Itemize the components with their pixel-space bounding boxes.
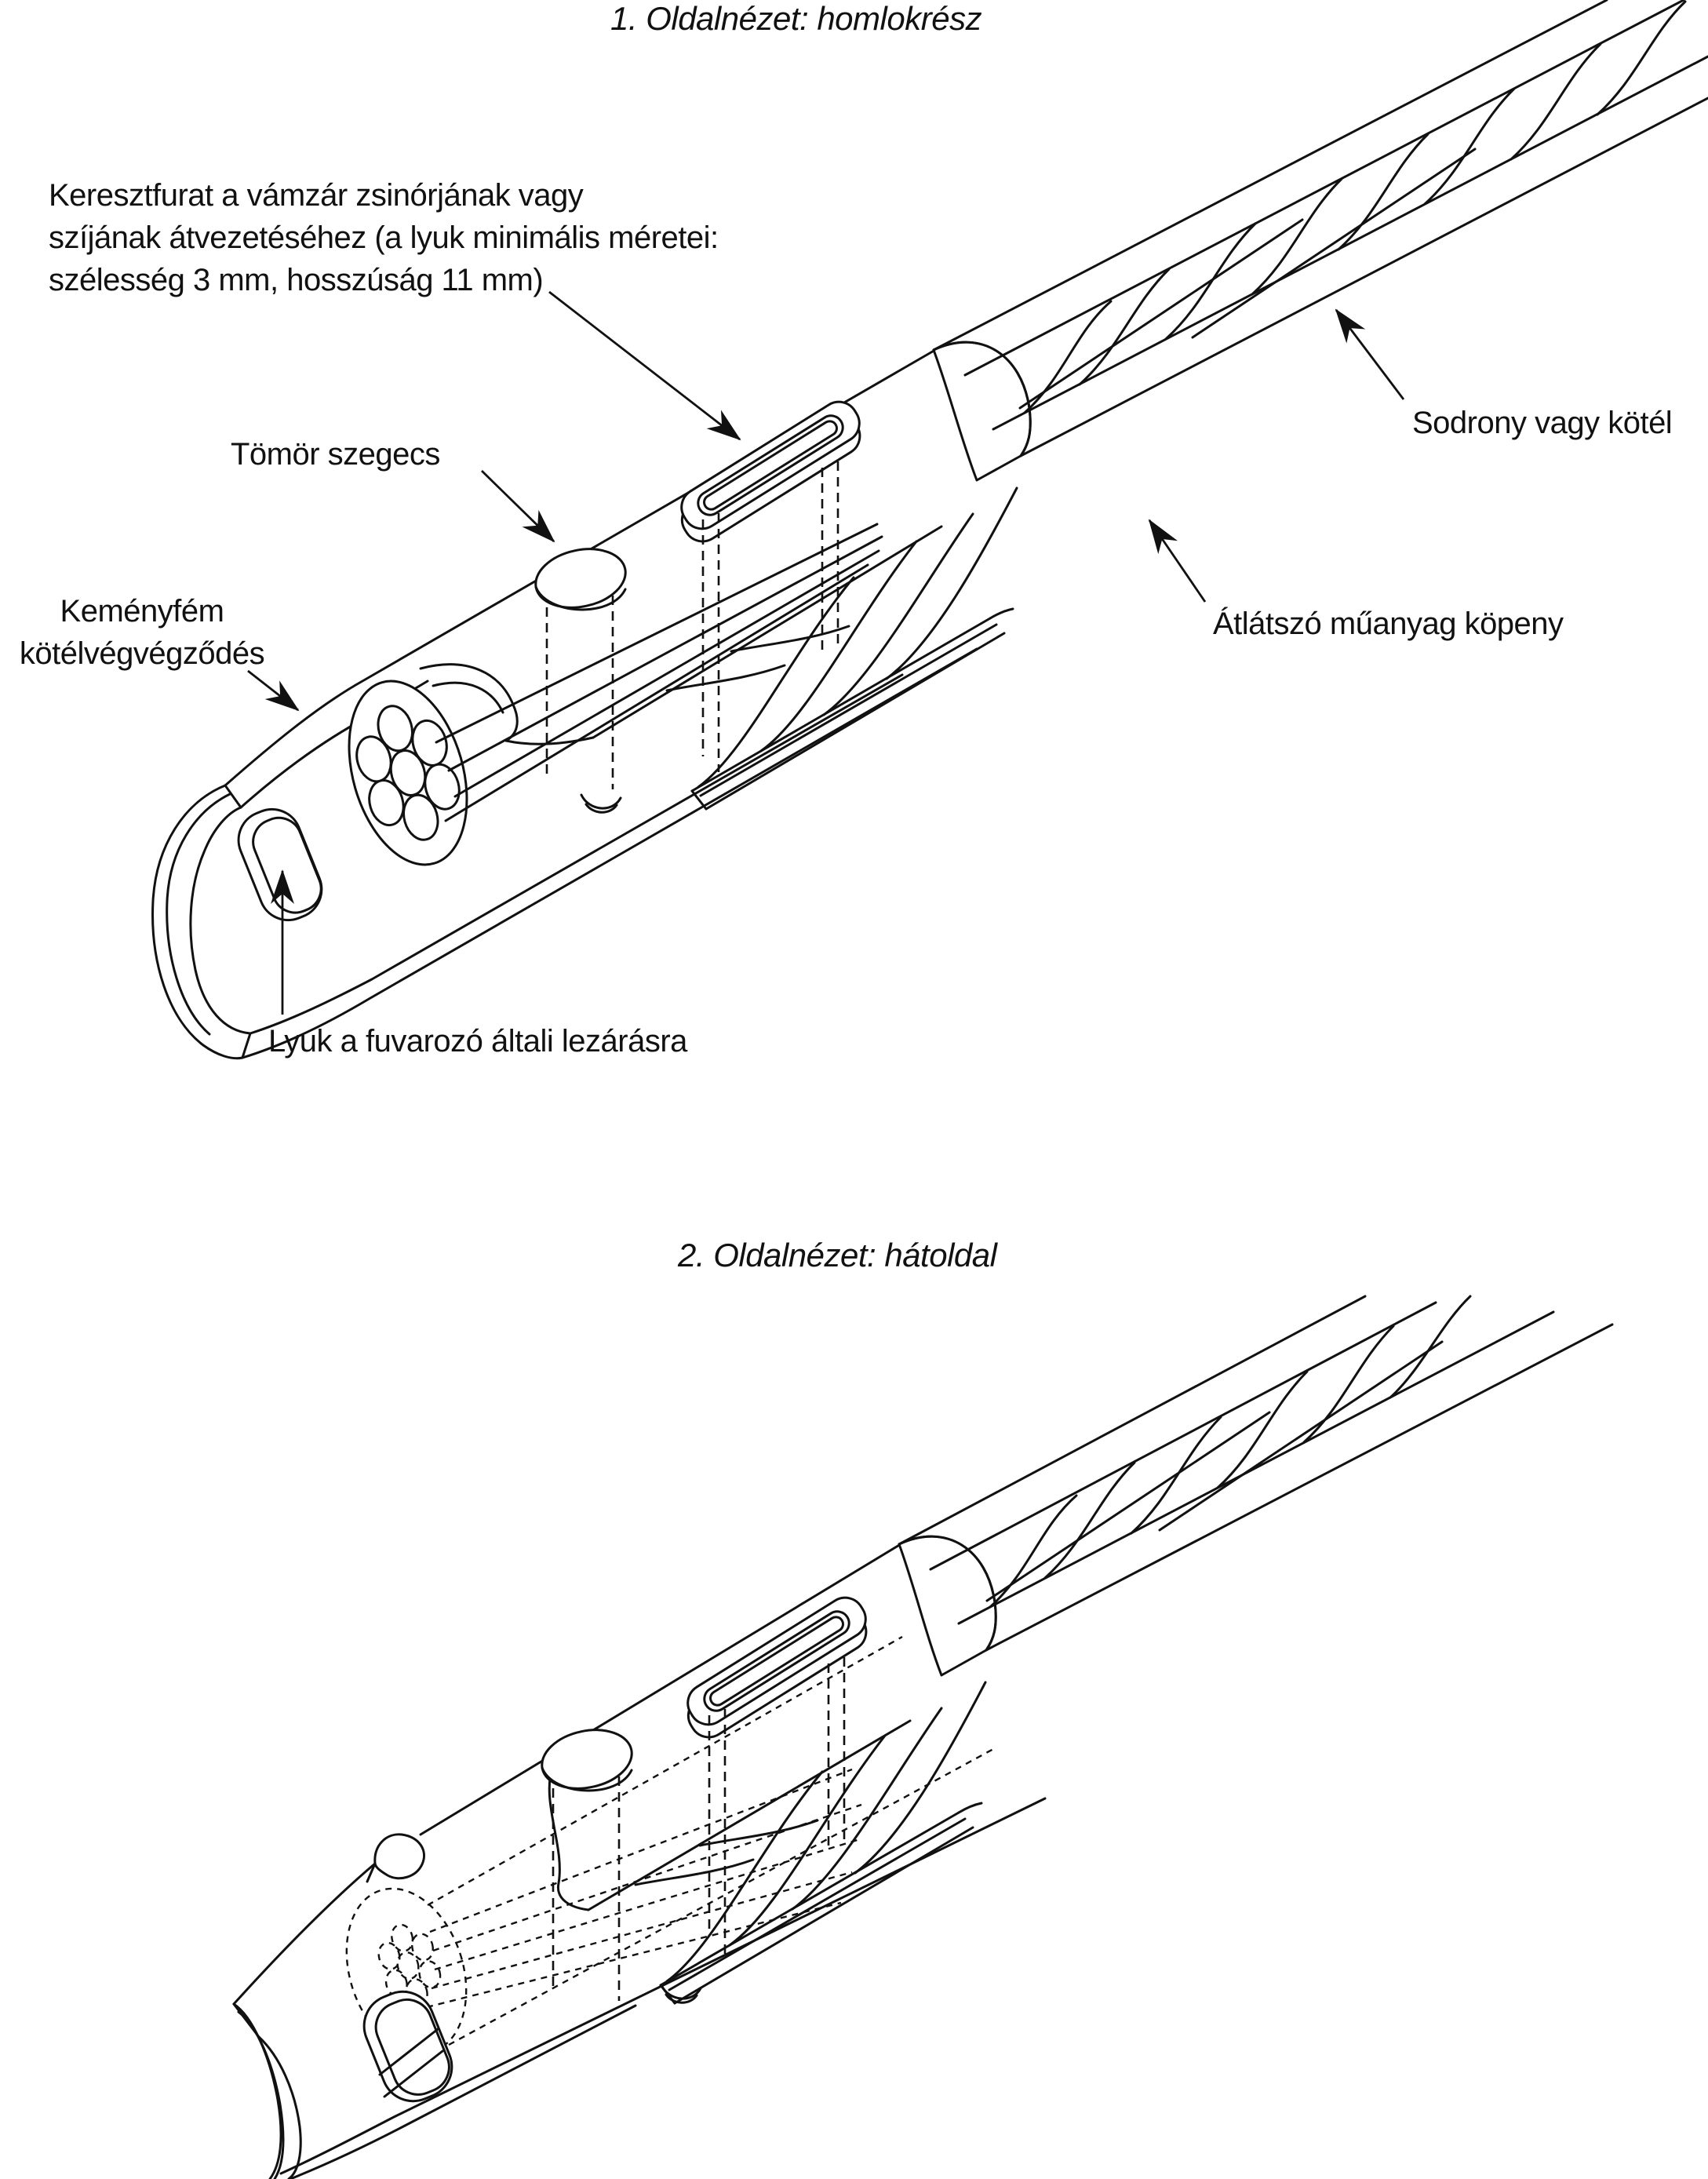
label-crosshole-line2: szíjának átvezetéséhez (a lyuk minimális méretei:: [49, 220, 719, 255]
label-sheath: Átlátszó műanyag köpeny: [1213, 607, 1564, 641]
ferrule-front-opening-back: [234, 2004, 300, 2179]
ferrule-body-back: [234, 1544, 1045, 2179]
label-hole: Lyuk a fuvarozó általi lezárásra: [268, 1024, 687, 1059]
seal-slot: [669, 395, 872, 548]
leader-arrow-sheath: [1149, 520, 1205, 602]
wires: [436, 524, 882, 821]
rivet-tip: [581, 795, 621, 812]
leader-arrow-slot: [549, 292, 740, 439]
leader-arrow-rivet: [482, 471, 554, 541]
rivet: [530, 541, 631, 616]
label-rivet: Tömör szegecs: [231, 437, 440, 472]
cable: [965, 0, 1708, 429]
label-cable: Sodrony vagy kötél: [1412, 406, 1673, 440]
leader-arrow-cable: [1336, 310, 1404, 399]
carrier-seal-hole: [230, 800, 330, 928]
plastic-sheath-back: [899, 1296, 1612, 1675]
leader-arrow-ferrule: [248, 671, 298, 710]
edge-notch: [375, 1835, 424, 1878]
figure2-drawing: [234, 1296, 1612, 2179]
figure2-title: 2. Oldalnézet: hátoldal: [678, 1237, 997, 1274]
lower-shell-strip: [692, 609, 1013, 809]
label-crosshole-line1: Keresztfurat a vámzár zsinórjának vagy: [49, 178, 584, 213]
leader-arrows: [248, 292, 1404, 1015]
label-ferrule-line1: Keményfém: [60, 594, 224, 629]
ferrule-front-opening: [153, 785, 250, 1059]
figure1-drawing: [153, 0, 1708, 1059]
cable-back: [930, 1296, 1553, 1623]
label-crosshole: [49, 174, 719, 301]
label-crosshole-line3: szélesség 3 mm, hosszúság 11 mm): [49, 263, 544, 297]
label-ferrule: [0, 590, 284, 675]
rivet-back: [537, 1722, 637, 1797]
label-ferrule-line2: kötélvégvégződés: [19, 636, 265, 671]
figure1-title: 1. Oldalnézet: homlokrész: [610, 0, 982, 37]
cable-cross-section: [330, 667, 487, 878]
